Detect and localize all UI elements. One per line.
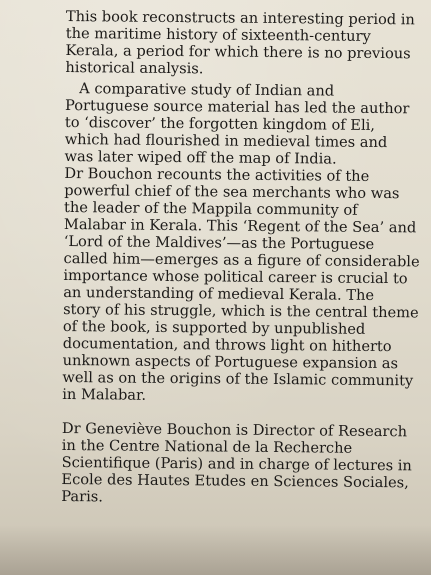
text-line: Scientifique (Paris) and in charge of lectures in [61,453,412,475]
text-line: powerful chief of the sea merchants who was [64,181,400,203]
text-line: in Malabar. [62,385,147,404]
text-line: Portuguese source material has led the author [64,96,410,118]
text-line: Paris. [61,487,104,506]
text-line: well as on the origins of the Islamic community [62,368,414,390]
text-line: A comparative study of Indian and [79,80,335,100]
text-line: unknown aspects of Portuguese expansion as [62,351,399,373]
text-line: to ‘discover’ the forgotten kingdom of Eli, [64,113,376,134]
text-line: an understanding of medieval Kerala. The [63,283,375,304]
text-line: Ecole des Hautes Etudes en Sciences Sociales, [61,470,409,492]
text-line: ‘Lord of the Maldives’—as the Portuguese [63,232,375,253]
text-line: called him—emerges as a figure of considerable [63,249,420,271]
text-line: was later wiped off the map of India. [64,147,337,168]
photo-shadow [0,525,431,575]
author-note [61,420,414,508]
text-line: of the book, is supported by unpublished [62,317,366,338]
text-line: Kerala, a period for which there is no previous [65,41,411,63]
text-line: in the Centre National de la Recherche [61,436,353,457]
paragraph-intro [65,8,418,79]
blurb-text [61,8,418,508]
text-line: historical analysis. [65,58,204,78]
text-line: story of his struggle, which is the central theme [63,300,419,322]
text-line: documentation, and throws light on hitherto [62,334,392,356]
text-line: the leader of the Mappila community of [64,198,358,219]
text-line: the maritime history of sixteenth-century [65,24,371,45]
text-line: importance whose political career is crucial to [63,266,408,288]
text-line: Dr Geneviève Bouchon is Director of Research [61,419,408,441]
text-line: which had flourished in medieval times and [64,130,388,152]
text-line: Dr Bouchon recounts the activities of the [64,164,370,185]
paragraph-regent [62,164,420,406]
text-line: This book reconstructs an interesting period in [65,8,415,29]
text-line: Malabar in Kerala. This ‘Regent of the Sea’ and [63,215,417,237]
paragraph-study [64,80,417,168]
